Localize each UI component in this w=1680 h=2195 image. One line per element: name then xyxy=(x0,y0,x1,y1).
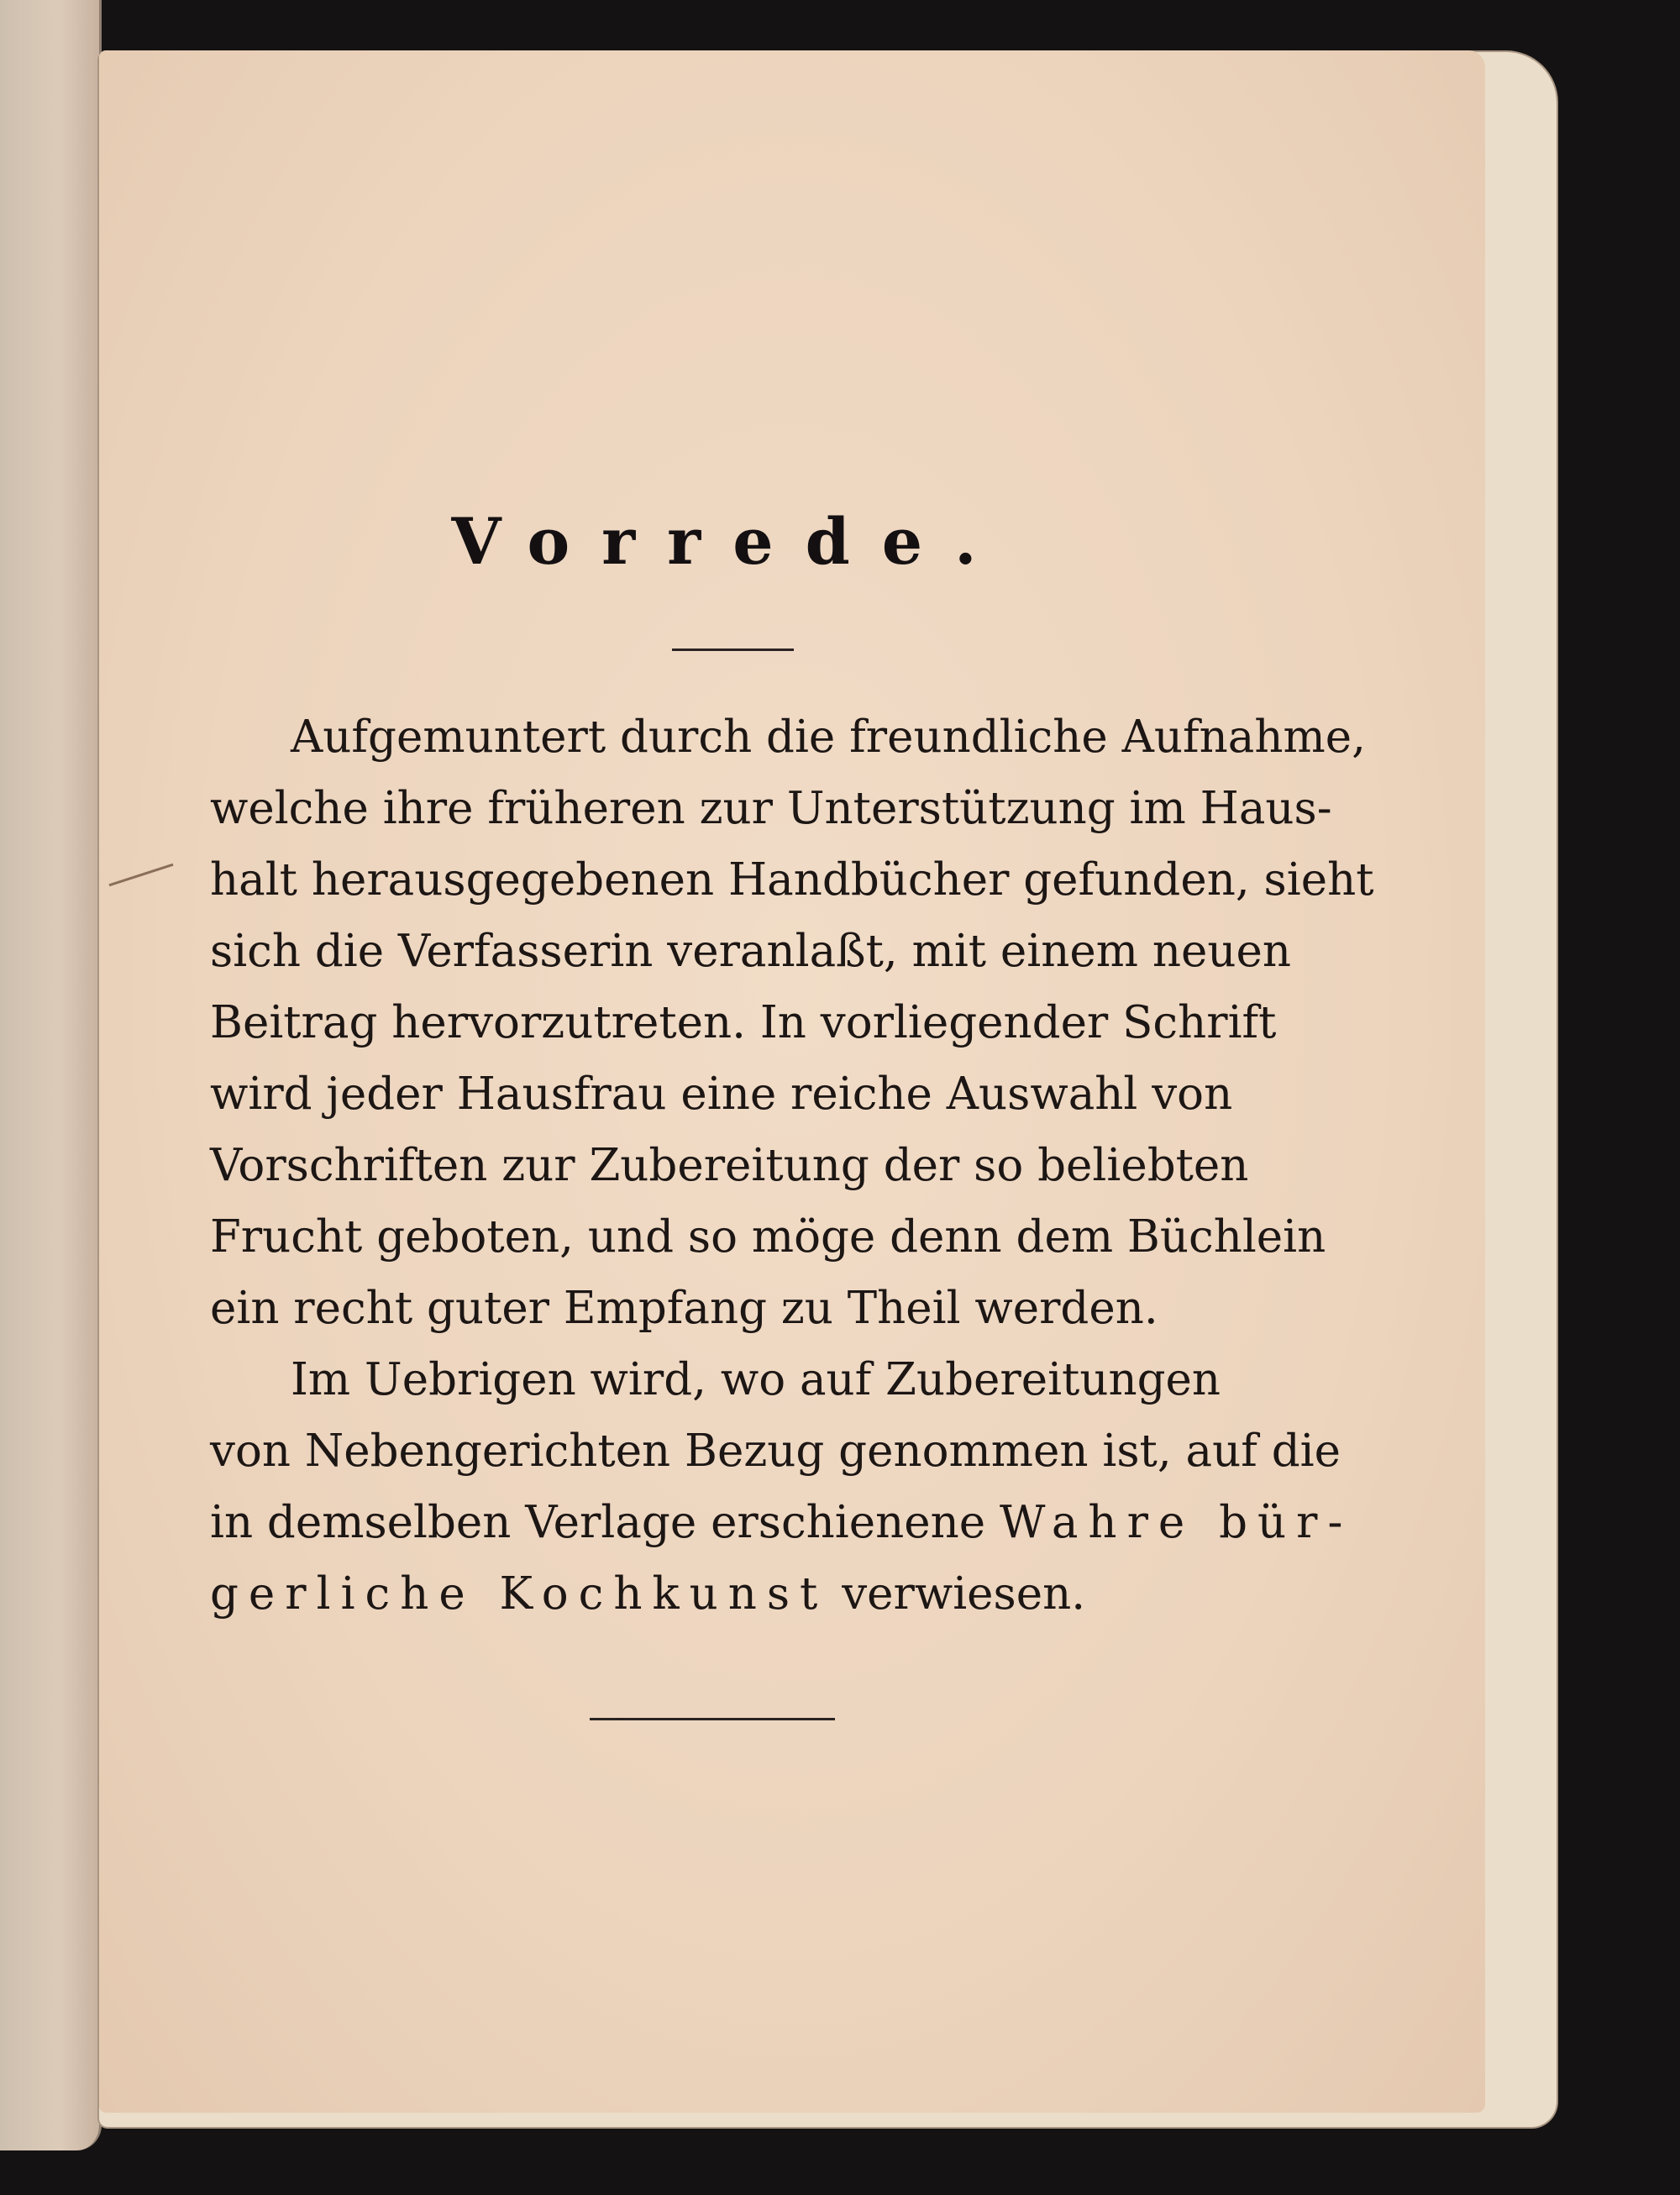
text-line: halt herausgegebenen Handbücher gefunden, sieht xyxy=(210,854,1374,906)
closing-rule xyxy=(590,1718,835,1720)
text-line: welche ihre früheren zur Unterstützung im Haus- xyxy=(210,783,1332,834)
text-line: wird jeder Hausfrau eine reiche Auswahl von xyxy=(210,1069,1233,1120)
text-line: von Nebengerichten Bezug genommen ist, auf die xyxy=(210,1426,1341,1477)
preface-text xyxy=(210,701,1374,1630)
text-segment: verwiesen. xyxy=(842,1568,1086,1620)
text-line: ein recht guter Empfang zu Theil werden. xyxy=(210,1283,1158,1334)
left-page-edge xyxy=(0,0,102,2150)
text-line: Frucht geboten, und so möge denn dem Büchlein xyxy=(210,1211,1326,1263)
spaced-book-title: Wahre bür- xyxy=(999,1497,1353,1548)
spaced-book-title: gerliche Kochkunst xyxy=(210,1568,828,1620)
title-rule xyxy=(672,649,794,651)
text-line: sich die Verfasserin veranlaßt, mit einem neuen xyxy=(210,926,1291,977)
text-segment: in demselben Verlage erschienene xyxy=(210,1497,986,1548)
text-line xyxy=(210,1487,1353,1558)
text-line: Beitrag hervorzutreten. In vorliegender Schrift xyxy=(210,997,1277,1048)
text-line: Im Uebrigen wird, wo auf Zubereitungen xyxy=(291,1354,1221,1405)
text-line: Vorschriften zur Zubereitung der so beliebten xyxy=(210,1140,1249,1191)
page-title: Vorrede. xyxy=(451,504,1009,579)
text-line xyxy=(210,1558,1218,1630)
text-line: Aufgemuntert durch die freundliche Aufnahme, xyxy=(291,712,1366,763)
